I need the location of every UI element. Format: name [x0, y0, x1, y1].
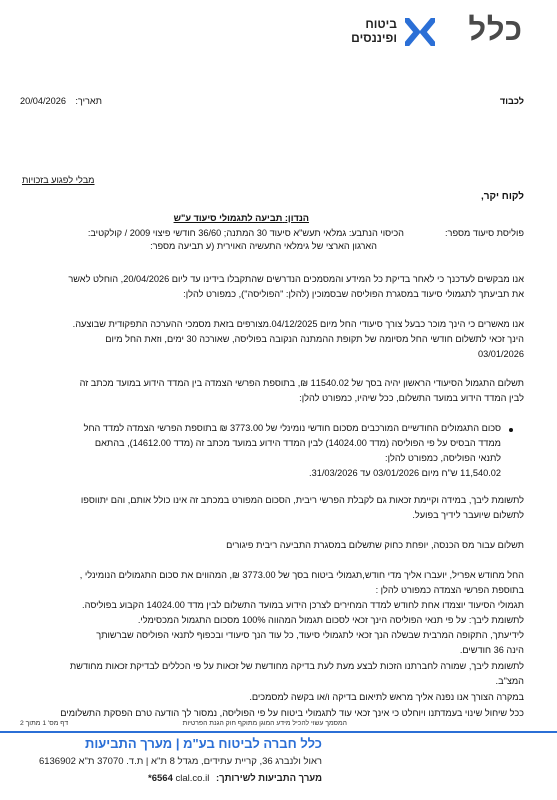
p10-line2: המצ"ב. — [495, 676, 524, 686]
page-number: דף מס' 1 מתוך 2 — [20, 720, 69, 727]
p8: לתשומת ליבך: על פי תנאי הפוליסה הינך זכאי לסכום תגמול המהווה 100% מסכום התגמול המכסימלי. — [137, 615, 524, 625]
service-number: *6564 — [148, 773, 173, 784]
p2-line3: 03/01/2026 — [478, 349, 524, 359]
to-label: לכבוד — [499, 96, 524, 106]
p3-line1: תשלום התגמול הסיעודי הראשון יהיה בסך של 11540.02 ₪, בתוספת הפרשי הצמדה בין המדד הידוע במועד מכתב זה — [79, 378, 524, 388]
p9-line1: לידיעתך, התקופה המרבית שבשלה הנך זכאי לתגמולי סיעוד, כל עוד הנך סיעודי ובכפוף לתנאי הפוליסה שברשותך — [96, 630, 524, 640]
p2-line1: אנו מאשרים כי הינך מוכר כבעל צורך סיעודי החל מיום 04/12/2025.מצורפים בזאת מסמכי ההערכה התפקודית שבוצעה. — [72, 319, 524, 329]
footer-title: כלל חברה לביטוח בע"מ | מערך התביעות — [85, 736, 322, 751]
p2-line2: הינך זכאי לתשלום חודשי החל מסיומה של תקופת ההמתנה הנקובה בפוליסה, שאורכה 30 ימים, וזאת החל מיום — [105, 334, 524, 344]
bullet-line1: סכום התגמולים החודשיים המורכבים מסכום חודשי נומינלי של 3773.00 ₪ בתוספת הפרשי הצמדה למדד החל — [83, 423, 501, 433]
p12: ככל שיחול שינוי בעמדתנו ויוחלט כי אינך זכאי עוד לתגמולי ביטוח על פי הפוליסה, נמסור לך הודעה טרם הפסקת התשלומים — [60, 708, 524, 718]
p3-line2: לבין המדד הידוע במועד התשלום, ככל שיהיו, כמפורט להלן: — [299, 393, 524, 403]
p6-line1: החל מחודש אפריל, יועברו אליך מדי חודש,תגמולי ביטוח בסך של 3773.00 ₪, המהווים את סכום התגמולים הנומינלי , — [79, 570, 524, 580]
p9-line2: הינה 36 חודשים. — [459, 645, 524, 655]
bullet-line2: ממדד הבסיס על פי הפוליסה (מדד 14024.00) לבין המדד הידוע במועד מכתב זה (מדד 14612.00), בהתאם — [94, 438, 501, 448]
p1-line1: אנו מבקשים לעדכנך כי לאחר בדיקת כל המידע והמסמכים הנדרשים שהתקבלו בידינו עד ליום 20/04/2026, הוחלט לאשר — [68, 274, 524, 284]
p11: במקרה הצורך אנו נפנה אליך מראש לתיאום בדיקה ו/או בקשה למסמכים. — [249, 692, 524, 702]
date-label: תאריך: — [75, 96, 102, 106]
p7: תגמולי הסיעוד יוצמדו אחת לחודש למדד המחירים לצרכן הידוע במועד התשלום לבין מדד 14024.00 הקבוע בפוליסה. — [82, 600, 524, 610]
p1-line2: את תביעתך לתגמולי סיעוד במסגרת הפוליסה שבסמוכין (להלן: "הפוליסה"), כמפורט להלן: — [183, 289, 524, 299]
without-prejudice: מבלי לפגוע בזכויות — [22, 175, 95, 185]
logo-subtitle — [351, 17, 397, 45]
coverage-line-2: הארגון הארצי של גימלאי התעשיה האוירית (ע תביעה מספר: — [150, 241, 377, 251]
footer-service — [148, 773, 322, 784]
footer-address: ראול ולנברג 36, קריית עתידים, מגדל 8 ת"א | ת.ד. 37070 ת"א 6136902 — [38, 756, 322, 767]
p6-line2: בתוספת הפרשי הצמדה כמפורט להלן : — [375, 585, 524, 595]
p4-line2: לתשלום שיועבר לידיך בפועל. — [412, 510, 524, 520]
p10-line1: לתשומת ליבך, שמורה לחברתנו הזכות לבצע מעת לעת בדיקה מחודשת של זכאות על פי הכללים לבדיקת זכאות מחודשת — [69, 661, 524, 671]
bullet-line4: 11,540.02 ש"ח מיום 03/01/2026 עד 31/03/2026. — [309, 468, 501, 478]
date-value: 20/04/2026 — [20, 96, 66, 106]
greeting: לקוח יקר, — [480, 191, 524, 202]
policy-label: פוליסת סיעוד מספר: — [445, 228, 524, 238]
logo-sub-line1: ביטוח — [365, 17, 397, 31]
logo-x-icon — [405, 18, 435, 46]
logo-wordmark: כלל — [468, 12, 523, 47]
bullet-line3: לתנאי הפוליסה, כמפורט להלן: — [385, 453, 501, 463]
logo-sub-line2: ופיננסים — [351, 31, 397, 45]
footer-website[interactable]: clal.co.il — [175, 773, 210, 784]
subject-line — [174, 213, 309, 225]
footer-divider — [0, 731, 557, 733]
clal-logo — [345, 12, 523, 48]
p5: תשלום עבור מס הכנסה, יופחת כחוק שתשלום במסגרת התביעה ריבית פיגורים — [226, 540, 524, 550]
service-label: מערך התביעות לשירותך: — [215, 773, 322, 784]
subject-label: הנדון: — [284, 213, 309, 223]
privacy-note: המסמך עשוי להכיל מידע המוגן מתוקף חוק הגנת הפרטיות — [182, 720, 347, 727]
coverage-line: הכיסוי הנתבע: גמלאי תעש"א סיעוד 30 המתנה; 36/60 חודשי פיצוי 2009 / קולקטיב: — [87, 228, 404, 238]
subject-text: תביעה לתגמולי סיעוד ע"ש — [173, 213, 283, 223]
bullet-dot — [509, 428, 513, 432]
p4-line1: לתשומת ליבך, במידה וקיימת זכאות גם לקבלת הפרשי ריבית, הסכום המפורט במכתב זה אינו כולל אותם, והם יתווספו — [80, 495, 524, 505]
